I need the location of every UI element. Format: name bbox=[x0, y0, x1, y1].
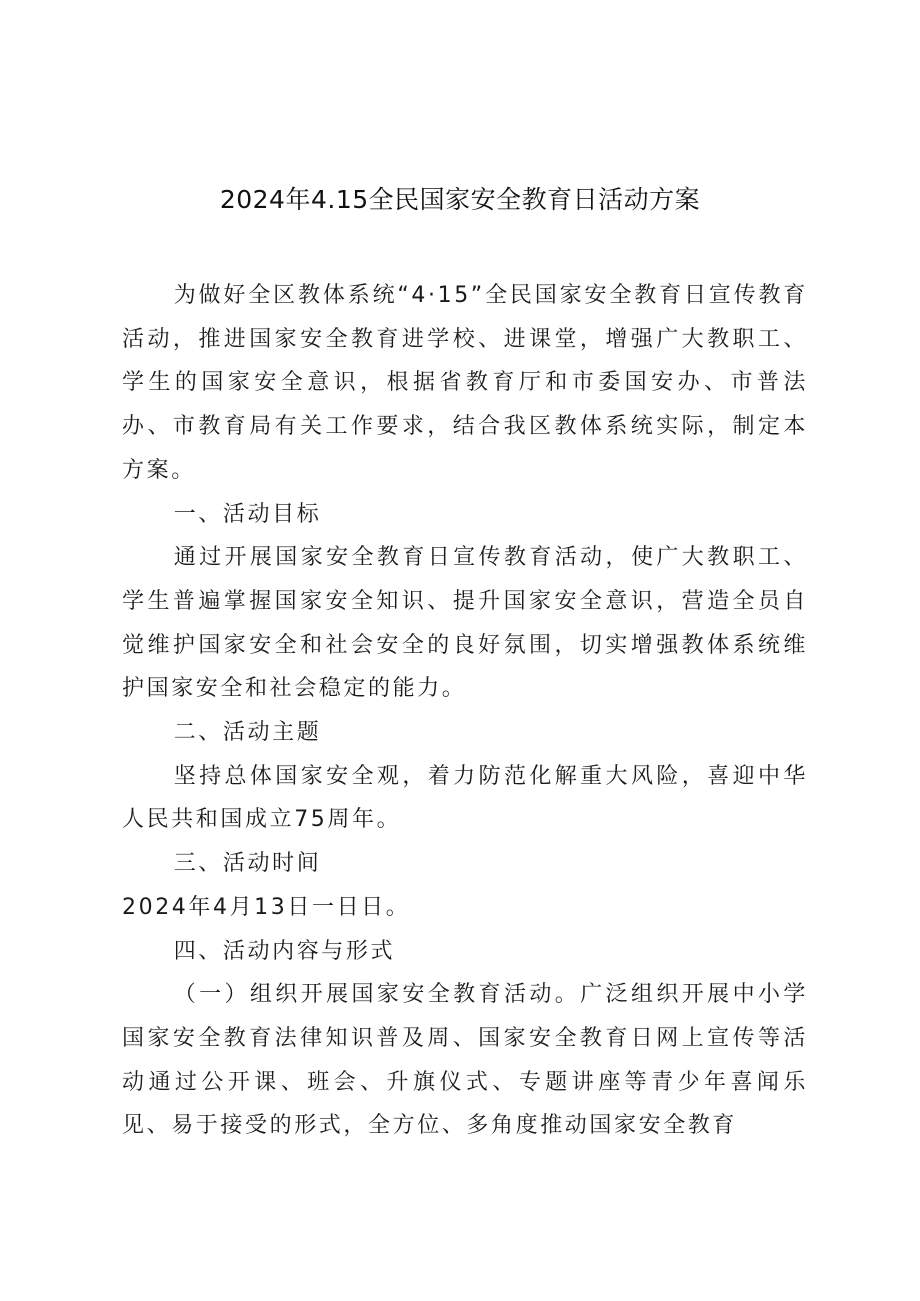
document-title: 2024年4.15全民国家安全教育日活动方案 bbox=[219, 185, 701, 214]
section-heading-theme: 二、活动主题 bbox=[173, 720, 322, 746]
content-paragraph: （一）组织开展国家安全教育活动。广泛组织开展中小学国家安全教育法律知识普及周、国家安全教育日网上宣传等活动通过公开课、班会、升旗仪式、专题讲座等青少年喜闻乐见、易于接受的形式，全方位、多角度推动国家安全教育 bbox=[122, 982, 808, 1139]
section-heading-time: 三、活动时间 bbox=[173, 851, 322, 877]
section-heading-content: 四、活动内容与形式 bbox=[173, 938, 396, 964]
section-heading-goals: 一、活动目标 bbox=[173, 501, 322, 527]
goals-paragraph: 通过开展国家安全教育日宣传教育活动，使广大教职工、学生普遍掌握国家安全知识、提升国家安全意识，营造全员自觉维护国家安全和社会安全的良好氛围，切实增强教体系统维护国家安全和社会稳定的能力。 bbox=[122, 545, 808, 702]
document-body bbox=[122, 274, 808, 1148]
time-paragraph: 2024年4月13日一日日。 bbox=[122, 894, 411, 920]
theme-paragraph: 坚持总体国家安全观，着力防范化解重大风险，喜迎中华人民共和国成立75周年。 bbox=[122, 763, 808, 833]
intro-paragraph: 为做好全区教体系统“4·15”全民国家安全教育日宣传教育活动，推进国家安全教育进学校、进课堂，增强广大教职工、学生的国家安全意识，根据省教育厅和市委国安办、市普法办、市教育局有关工作要求，结合我区教体系统实际，制定本方案。 bbox=[122, 283, 808, 483]
